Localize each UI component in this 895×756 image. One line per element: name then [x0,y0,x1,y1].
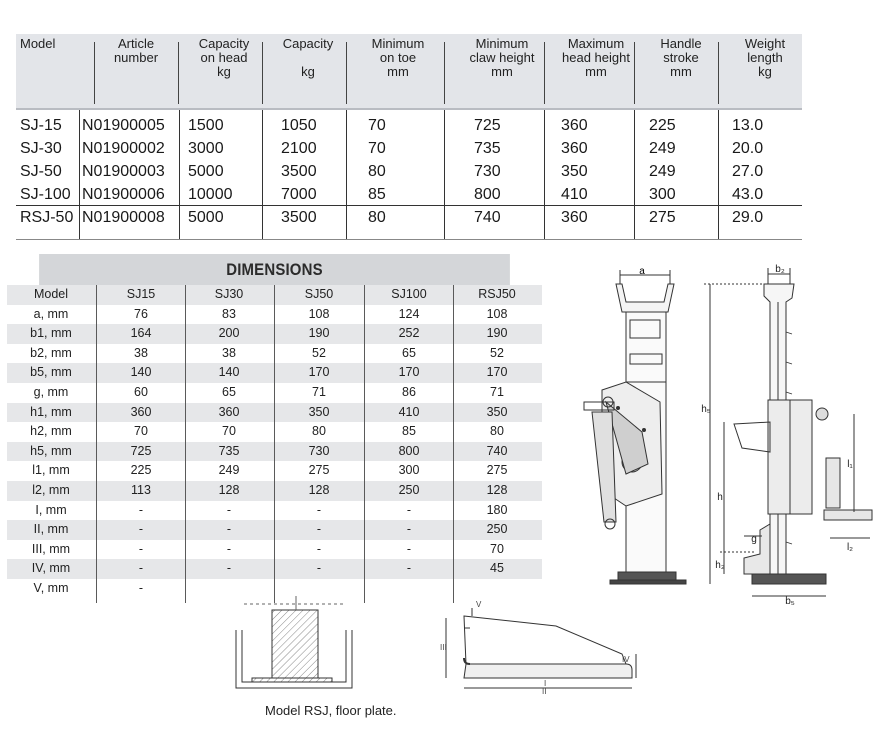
dimensions-cell: RSJ50 [478,287,516,301]
dimensions-cell: 350 [308,404,330,419]
header-divider [178,42,179,104]
spec-table-cell: 13.0 [732,117,764,134]
spec-table-cell: 360 [561,140,588,157]
label-floor-ii: II [542,687,547,694]
label-floor-i: I [544,679,547,688]
spec-column-divider [346,110,347,240]
dimensions-cell: 76 [134,306,148,321]
spec-table-cell: 3000 [188,140,224,157]
dimensions-cell: 275 [308,463,330,478]
dimensions-cell: 108 [308,306,330,321]
dimensions-cell: - [226,522,232,537]
dimensions-cell: - [316,541,322,556]
dimensions-cell: - [316,522,322,537]
spec-bottom-border [16,239,802,240]
floor-plate-side-drawing [436,598,640,694]
dimensions-cell: - [406,561,412,576]
spec-header-cell: Capacity kg [282,36,334,79]
dimensions-cell: 83 [222,306,236,321]
spec-table-cell: SJ-100 [20,186,71,203]
spec-table-cell: 410 [561,186,588,203]
spec-table-cell: N01900002 [82,140,165,157]
dimensions-cell: 360 [130,404,152,419]
spec-table-cell: 70 [368,140,386,157]
spec-table-cell: 740 [474,209,501,226]
spec-table-cell: 3500 [281,209,317,226]
dimensions-cell: 52 [490,345,504,360]
dimensions-cell: 140 [130,365,152,380]
spec-table-cell: 27.0 [732,163,764,180]
spec-table-cell: 730 [474,163,501,180]
dimensions-cell: SJ30 [214,287,244,301]
dimensions-cell: 190 [486,326,508,341]
label-h2: h₂ [715,560,725,571]
label-floor-iii: III [440,643,447,652]
dimensions-cell: IV, mm [31,561,71,576]
spec-table-cell: 80 [368,209,386,226]
spec-table-cell: N01900003 [82,163,165,180]
spec-column-divider [544,110,545,240]
spec-table-cell: 5000 [188,209,224,226]
label-floor-v: V [476,600,482,609]
dimensions-cell: 170 [398,365,420,380]
dimensions-cell: 252 [398,326,420,341]
dimensions-cell: - [316,561,322,576]
dimensions-cell: 71 [312,384,326,399]
dimensions-cell: l2, mm [32,482,70,497]
dimensions-cell: 180 [486,502,508,517]
dimensions-cell: h1, mm [30,404,72,419]
label-l2: l₂ [846,542,854,553]
dimensions-cell: 60 [134,384,148,399]
dimensions-cell: SJ15 [126,287,156,301]
spec-table-cell: 3500 [281,163,317,180]
label-l1: l₁ [847,459,853,470]
spec-table-cell: N01900005 [82,117,165,134]
dimensions-cell: 71 [490,384,504,399]
dimensions-column-divider [274,285,275,603]
dimensions-cell: - [226,502,232,517]
header-divider [262,42,263,104]
dimensions-cell: SJ100 [391,287,427,301]
dimensions-cell: 225 [130,463,152,478]
dimensions-cell: g, mm [33,384,69,399]
dimensions-cell: 65 [402,345,416,360]
dimensions-column-divider [96,285,97,603]
spec-table-cell: 5000 [188,163,224,180]
dimensions-cell: - [138,580,144,595]
spec-header-cell: Capacity on head kg [198,36,250,79]
floor-plate-caption: Model RSJ, floor plate. [265,703,397,718]
dimensions-column-divider [185,285,186,603]
dimensions-cell: 108 [486,306,508,321]
spec-row-divider [16,205,802,206]
spec-column-divider [718,110,719,240]
label-g: g [751,534,757,545]
dimensions-cell: 38 [134,345,148,360]
dimensions-cell: - [226,541,232,556]
spec-table-cell: 80 [368,163,386,180]
spec-header-cell: Weight length kg [744,36,786,79]
dimensions-cell: 124 [398,306,420,321]
dimensions-cell: III, mm [31,541,71,556]
dimensions-cell: 80 [490,424,504,439]
spec-table-cell: 85 [368,186,386,203]
dimensions-cell: 70 [222,424,236,439]
dimensions-cell: Model [33,287,69,301]
dimensions-cell: 200 [218,326,240,341]
dimensions-cell: - [138,541,144,556]
dimensions-cell: - [406,541,412,556]
spec-table-header [16,34,802,110]
dimensions-cell: 70 [134,424,148,439]
dimensions-cell: 52 [312,345,326,360]
spec-table-cell: 360 [561,117,588,134]
header-divider [544,42,545,104]
dimensions-cell: b5, mm [30,365,72,380]
dimensions-cell: 128 [218,482,240,497]
dimensions-cell: 70 [490,541,504,556]
spec-table-cell: 249 [649,163,676,180]
header-divider [444,42,445,104]
dimensions-cell: 740 [486,443,508,458]
spec-table-cell: N01900008 [82,209,165,226]
dimensions-cell: 250 [398,482,420,497]
dimensions-cell: 85 [402,424,416,439]
spec-table-cell: 70 [368,117,386,134]
dimensions-cell: 735 [218,443,240,458]
spec-table-cell: 225 [649,117,676,134]
spec-table [16,34,802,240]
spec-table-body [16,110,802,240]
dimensions-cell: 300 [398,463,420,478]
dimensions-cell: - [316,502,322,517]
spec-header-cell: Handle stroke mm [660,36,702,79]
spec-table-row [16,182,802,205]
dimensions-cell: h5, mm [30,443,72,458]
spec-table-cell: 725 [474,117,501,134]
spec-column-divider [79,110,80,240]
spec-table-row [16,136,802,159]
dimensions-cell: 128 [486,482,508,497]
header-divider [634,42,635,104]
dimensions-cell: l1, mm [32,463,70,478]
dimensions-cell: 800 [398,443,420,458]
dimensions-cell: SJ50 [304,287,334,301]
spec-table-cell: 350 [561,163,588,180]
dimensions-cell: 360 [218,404,240,419]
dimensions-cell: 350 [486,404,508,419]
label-h5: h₅ [701,404,711,415]
dimensions-cell: V, mm [33,580,69,595]
dimensions-cell: 410 [398,404,420,419]
header-divider [346,42,347,104]
dimensions-cell: 140 [218,365,240,380]
spec-table-cell: 20.0 [732,140,764,157]
spec-table-cell: 1500 [188,117,224,134]
dimensions-cell: 65 [222,384,236,399]
dimensions-cell: - [406,502,412,517]
dimensions-cell: 275 [486,463,508,478]
spec-header-cell: Minimum claw height mm [469,36,535,79]
dimensions-cell: 170 [308,365,330,380]
dimensions-cell: - [138,561,144,576]
jack-front-view-drawing [582,262,694,588]
dimensions-cell: - [138,522,144,537]
dimensions-cell: - [138,502,144,517]
spec-table-cell: 360 [561,209,588,226]
header-divider [94,42,95,104]
dimensions-cell: 86 [402,384,416,399]
spec-header-cell: Minimum on toe mm [371,36,425,79]
spec-header-cell: Article number [113,36,159,65]
dimensions-cell: 113 [131,482,151,497]
label-a: a [639,266,645,277]
dimensions-cell: 38 [222,345,236,360]
header-divider [718,42,719,104]
spec-table-cell: 249 [649,140,676,157]
dimensions-cell: 80 [312,424,326,439]
spec-table-cell: 29.0 [732,209,764,226]
label-h: h [717,492,723,503]
dimensions-cell: 249 [218,463,240,478]
spec-table-cell: SJ-15 [20,117,62,134]
spec-column-divider [179,110,180,240]
dimensions-cell: 730 [308,443,330,458]
spec-column-divider [444,110,445,240]
dimensions-cell: 725 [130,443,152,458]
dimensions-cell: b2, mm [30,345,72,360]
label-b2: b₂ [775,264,785,275]
spec-table-row [16,205,802,228]
spec-table-cell: RSJ-50 [20,209,74,226]
spec-table-row [16,113,802,136]
dimensions-cell: 164 [130,326,152,341]
dimensions-column-divider [453,285,454,603]
spec-table-cell: 43.0 [732,186,764,203]
spec-table-row [16,159,802,182]
dimensions-cell: a, mm [33,306,69,321]
spec-table-cell: 300 [649,186,676,203]
jack-side-view-drawing [694,262,884,606]
label-b5: b₅ [785,596,795,606]
dimensions-cell: I, mm [35,502,67,517]
spec-table-cell: SJ-50 [20,163,62,180]
dimensions-title: DIMENSIONS [39,254,510,285]
spec-table-cell: 1050 [281,117,317,134]
dimensions-cell: 170 [486,365,508,380]
dimensions-cell: 45 [490,561,504,576]
dimensions-cell: 250 [486,522,508,537]
floor-plate-section-drawing [232,596,356,690]
dimensions-cell: h2, mm [30,424,72,439]
spec-table-cell: 2100 [281,140,317,157]
spec-table-cell: N01900006 [82,186,165,203]
dimensions-cell: b1, mm [30,326,72,341]
spec-table-cell: 735 [474,140,501,157]
spec-table-cell: 275 [649,209,676,226]
spec-column-divider [634,110,635,240]
dimensions-column-divider [364,285,365,603]
dimensions-cell: 190 [308,326,330,341]
dimensions-cell: 128 [308,482,330,497]
spec-column-divider [262,110,263,240]
spec-table-cell: SJ-30 [20,140,62,157]
dimensions-cell: - [406,522,412,537]
dimensions-cell: II, mm [33,522,69,537]
spec-header-cell: Maximum head height mm [562,36,630,79]
spec-table-cell: 800 [474,186,501,203]
label-floor-iv: IV [622,655,630,664]
spec-table-cell: 7000 [281,186,317,203]
spec-header-cell: Model [20,36,56,51]
spec-table-cell: 10000 [188,186,233,203]
dimensions-cell: - [226,561,232,576]
